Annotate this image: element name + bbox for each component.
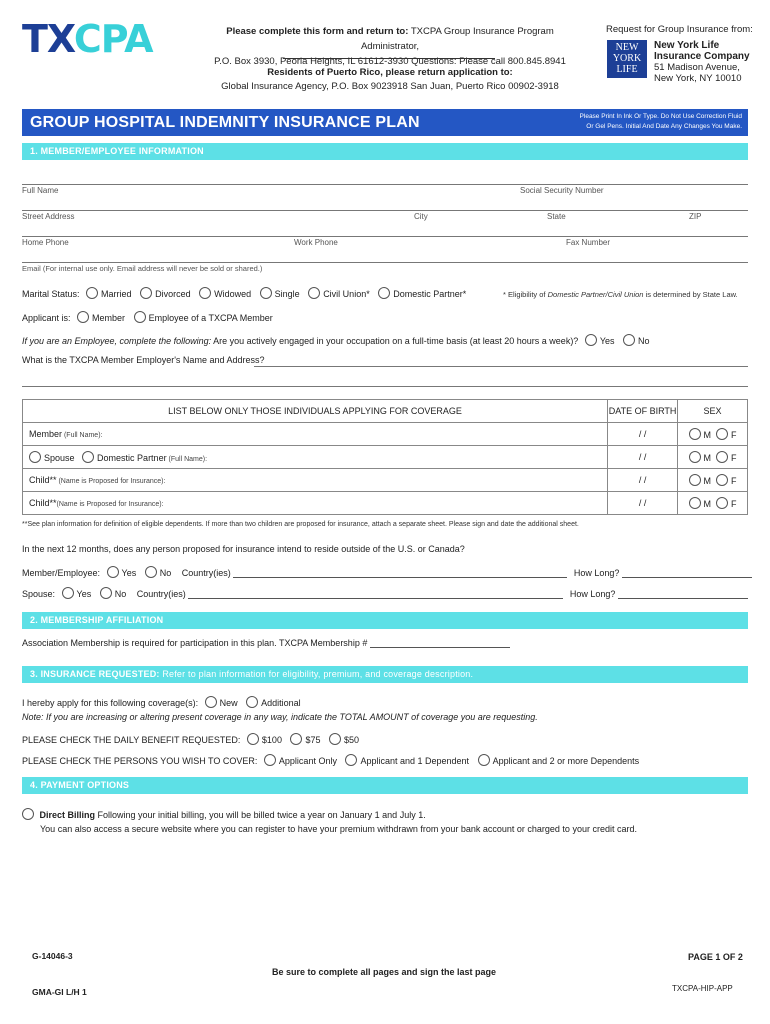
child2-sex-cell[interactable]: M F: [678, 492, 748, 515]
marital-married[interactable]: Married: [86, 289, 132, 299]
reside-question: In the next 12 months, does any person proposed for insurance intend to reside outside of the U.S. or Canada?: [22, 544, 465, 554]
email-label: Email (For internal use only. Email address will never be sold or shared.): [22, 264, 263, 273]
reside-spouse-yes[interactable]: Yes: [62, 589, 92, 599]
cover-applicant-only[interactable]: Applicant Only: [264, 756, 337, 766]
radio-circle-icon[interactable]: [86, 287, 98, 299]
section-payment-options: 4. PAYMENT OPTIONS: [22, 777, 748, 794]
table-row-child-2: [23, 492, 748, 515]
address-field[interactable]: [22, 210, 748, 211]
daily-benefit-row: PLEASE CHECK THE DAILY BENEFIT REQUESTED: $100 $75 $50: [22, 735, 360, 745]
state-label: State: [547, 212, 566, 221]
radio-circle-icon[interactable]: [77, 311, 89, 323]
coverage-note: Note: If you are increasing or altering present coverage in any way, indicate the TOTAL AMOUNT of coverage you are requesting.: [22, 712, 538, 722]
radio-circle-icon[interactable]: [623, 334, 635, 346]
page-number: PAGE 1 OF 2: [688, 952, 743, 962]
city-label: City: [414, 212, 428, 221]
form-number: G-14046-3: [32, 951, 73, 961]
radio-circle-icon[interactable]: [290, 733, 302, 745]
street-label: Street Address: [22, 212, 75, 221]
full-name-label: Full Name: [22, 186, 59, 195]
radio-circle-icon[interactable]: [246, 696, 258, 708]
reside-member-yes[interactable]: Yes: [107, 568, 137, 578]
spouse-name-cell[interactable]: Spouse Domestic Partner (Full Name):: [23, 446, 608, 469]
radio-circle-icon[interactable]: [29, 451, 41, 463]
reside-member-no[interactable]: No: [145, 568, 172, 578]
radio-circle-icon[interactable]: [716, 428, 728, 440]
membership-row: Association Membership is required for participation in this plan. TXCPA Membership #: [22, 638, 510, 648]
child1-sex-cell[interactable]: M F: [678, 469, 748, 492]
form-title: GROUP HOSPITAL INDEMNITY INSURANCE PLAN: [30, 114, 420, 131]
benefit-100[interactable]: $100: [247, 735, 282, 745]
direct-billing-detail: You can also access a secure website where you can register to have your premium withdrawn from your bank account or charged to your credit card.: [40, 824, 637, 834]
print-instructions: Please Print In Ink Or Type. Do Not Use Correction Fluid Or Gel Pens. Initial And Date Any Changes You Make.: [579, 113, 742, 130]
spouse-sex-cell[interactable]: M F: [678, 446, 748, 469]
applicant-employee[interactable]: Employee of a TXCPA Member: [134, 313, 273, 323]
radio-circle-icon[interactable]: [716, 474, 728, 486]
benefit-50[interactable]: $50: [329, 735, 359, 745]
radio-circle-icon[interactable]: [247, 733, 259, 745]
spouse-dob-cell[interactable]: / /: [608, 446, 678, 469]
marital-status-row: [22, 287, 466, 299]
radio-circle-icon[interactable]: [107, 566, 119, 578]
cover-applicant-1-dependent[interactable]: Applicant and 1 Dependent: [345, 756, 469, 766]
form-code: GMA-GI L/H 1: [32, 987, 87, 997]
puerto-rico-instructions: Residents of Puerto Rico, please return application to: Global Insurance Agency, P.O. Box 9023918 San Juan, Puerto Rico 00902-3918: [221, 67, 559, 92]
child1-dob-cell[interactable]: / /: [608, 469, 678, 492]
radio-circle-icon[interactable]: [689, 497, 701, 509]
coverage-applicants-table: [22, 399, 748, 515]
apply-coverage-row: I hereby apply for this following coverage(s): New Additional: [22, 698, 301, 708]
form-title-banner: [22, 109, 748, 136]
radio-circle-icon[interactable]: [585, 334, 597, 346]
section-membership-affiliation: 2. MEMBERSHIP AFFILIATION: [22, 612, 748, 629]
fulltime-yes[interactable]: Yes: [585, 336, 615, 346]
radio-circle-icon[interactable]: [689, 428, 701, 440]
home-phone-label: Home Phone: [22, 238, 69, 247]
radio-circle-icon[interactable]: [478, 754, 490, 766]
txcpa-logo: TXCPA: [22, 17, 153, 61]
full-name-field[interactable]: [22, 184, 748, 185]
employer-name-field[interactable]: [254, 366, 748, 367]
ssn-label: Social Security Number: [520, 186, 604, 195]
marital-domestic-partner[interactable]: Domestic Partner*: [378, 289, 466, 299]
phone-field[interactable]: [22, 236, 748, 237]
coverage-new[interactable]: New: [205, 698, 238, 708]
radio-circle-icon[interactable]: [716, 497, 728, 509]
radio-circle-icon[interactable]: [716, 451, 728, 463]
email-field[interactable]: [22, 262, 748, 263]
member-dob-cell[interactable]: / /: [608, 423, 678, 446]
applicant-label: Applicant is:: [22, 313, 71, 323]
radio-circle-icon[interactable]: [100, 587, 112, 599]
radio-circle-icon[interactable]: [378, 287, 390, 299]
child2-dob-cell[interactable]: / /: [608, 492, 678, 515]
dependents-footnote: **See plan information for definition of eligible dependents. If more than two children are proposed for insurance, attach a separate sheet. Please sign and date the additional sheet.: [22, 521, 579, 528]
child2-name-cell[interactable]: Child**(Name is Proposed for Insurance):: [23, 492, 608, 515]
header-divider: [283, 58, 495, 59]
child1-name-cell[interactable]: Child** (Name is Proposed for Insurance):: [23, 469, 608, 492]
table-row-spouse: [23, 446, 748, 469]
return-instructions: Please complete this form and return to: TXCPA Group Insurance Program Administrator, P.O. Box 3930, Peoria Heights, IL 61612-3930 Questions: Please call 800.845.8941: [214, 26, 566, 67]
radio-circle-icon[interactable]: [145, 566, 157, 578]
insurer-address: New York Life Insurance Company 51 Madison Avenue, New York, NY 10010: [654, 40, 750, 84]
radio-circle-icon[interactable]: [264, 754, 276, 766]
radio-circle-icon[interactable]: [134, 311, 146, 323]
applicant-row: [22, 311, 273, 323]
work-phone-label: Work Phone: [294, 238, 338, 247]
radio-circle-icon[interactable]: [22, 808, 34, 820]
marital-status-label: Marital Status:: [22, 289, 80, 299]
marital-civil-union[interactable]: Civil Union*: [308, 289, 370, 299]
sign-reminder: Be sure to complete all pages and sign the last page: [272, 967, 497, 977]
member-country-field[interactable]: [233, 577, 567, 578]
employee-question-row: If you are an Employee, complete the following: Are you actively engaged in your occupation on a full-time basis (at least 20 hours a week)? Yes No: [22, 336, 650, 346]
eligibility-note: * Eligibility of Domestic Partner/Civil Union is determined by State Law.: [503, 290, 738, 299]
fax-label: Fax Number: [566, 238, 611, 247]
benefit-75[interactable]: $75: [290, 735, 320, 745]
spouse-country-field[interactable]: [188, 598, 563, 599]
marital-widowed[interactable]: Widowed: [199, 289, 251, 299]
reside-spouse-no[interactable]: No: [100, 589, 127, 599]
radio-circle-icon[interactable]: [140, 287, 152, 299]
coverage-additional[interactable]: Additional: [246, 698, 301, 708]
col-header-sex: SEX: [678, 400, 748, 423]
radio-circle-icon[interactable]: [308, 287, 320, 299]
reside-member-row: Member/Employee: Yes No Country(ies) How Long?: [22, 566, 748, 578]
cover-applicant-2-dependents[interactable]: Applicant and 2 or more Dependents: [478, 756, 640, 766]
member-sex-cell[interactable]: M F: [678, 423, 748, 446]
radio-circle-icon[interactable]: [260, 287, 272, 299]
member-how-long-field[interactable]: [622, 577, 752, 578]
zip-label: ZIP: [689, 212, 702, 221]
table-row-child-1: [23, 469, 748, 492]
persons-cover-row: PLEASE CHECK THE PERSONS YOU WISH TO COVER: Applicant Only Applicant and 1 Dependent Applicant and 2 or more Dependents: [22, 756, 640, 766]
table-row-member: [23, 423, 748, 446]
section-insurance-requested: 3. INSURANCE REQUESTED: Refer to plan information for eligibility, premium, and coverage description.: [22, 666, 748, 683]
section-member-information: 1. MEMBER/EMPLOYEE INFORMATION: [22, 143, 748, 160]
radio-circle-icon[interactable]: [329, 733, 341, 745]
radio-circle-icon[interactable]: [62, 587, 74, 599]
reside-spouse-row: Spouse: Yes No Country(ies) How Long?: [22, 587, 748, 599]
fulltime-no[interactable]: No: [623, 336, 650, 346]
radio-circle-icon[interactable]: [82, 451, 94, 463]
employer-address-field[interactable]: [22, 386, 748, 387]
marital-divorced[interactable]: Divorced: [140, 289, 191, 299]
document-code: TXCPA-HIP-APP: [672, 984, 733, 993]
radio-circle-icon[interactable]: [689, 451, 701, 463]
request-from-label: Request for Group Insurance from:: [606, 24, 753, 35]
col-header-list: LIST BELOW ONLY THOSE INDIVIDUALS APPLYING FOR COVERAGE: [23, 400, 608, 423]
radio-circle-icon[interactable]: [689, 474, 701, 486]
radio-circle-icon[interactable]: [205, 696, 217, 708]
member-name-cell[interactable]: Member (Full Name):: [23, 423, 608, 446]
new-york-life-logo: NEW YORK LIFE: [607, 40, 647, 78]
radio-circle-icon[interactable]: [199, 287, 211, 299]
direct-billing-row: Direct Billing Following your initial billing, you will be billed twice a year on January 1 and July 1.: [22, 808, 426, 820]
marital-single[interactable]: Single: [260, 289, 300, 299]
applicant-member[interactable]: Member: [77, 313, 125, 323]
radio-circle-icon[interactable]: [345, 754, 357, 766]
membership-number-field[interactable]: [370, 647, 510, 648]
employer-question: What is the TXCPA Member Employer's Name and Address?: [22, 355, 265, 365]
spouse-how-long-field[interactable]: [618, 598, 748, 599]
col-header-dob: DATE OF BIRTH: [608, 400, 678, 423]
